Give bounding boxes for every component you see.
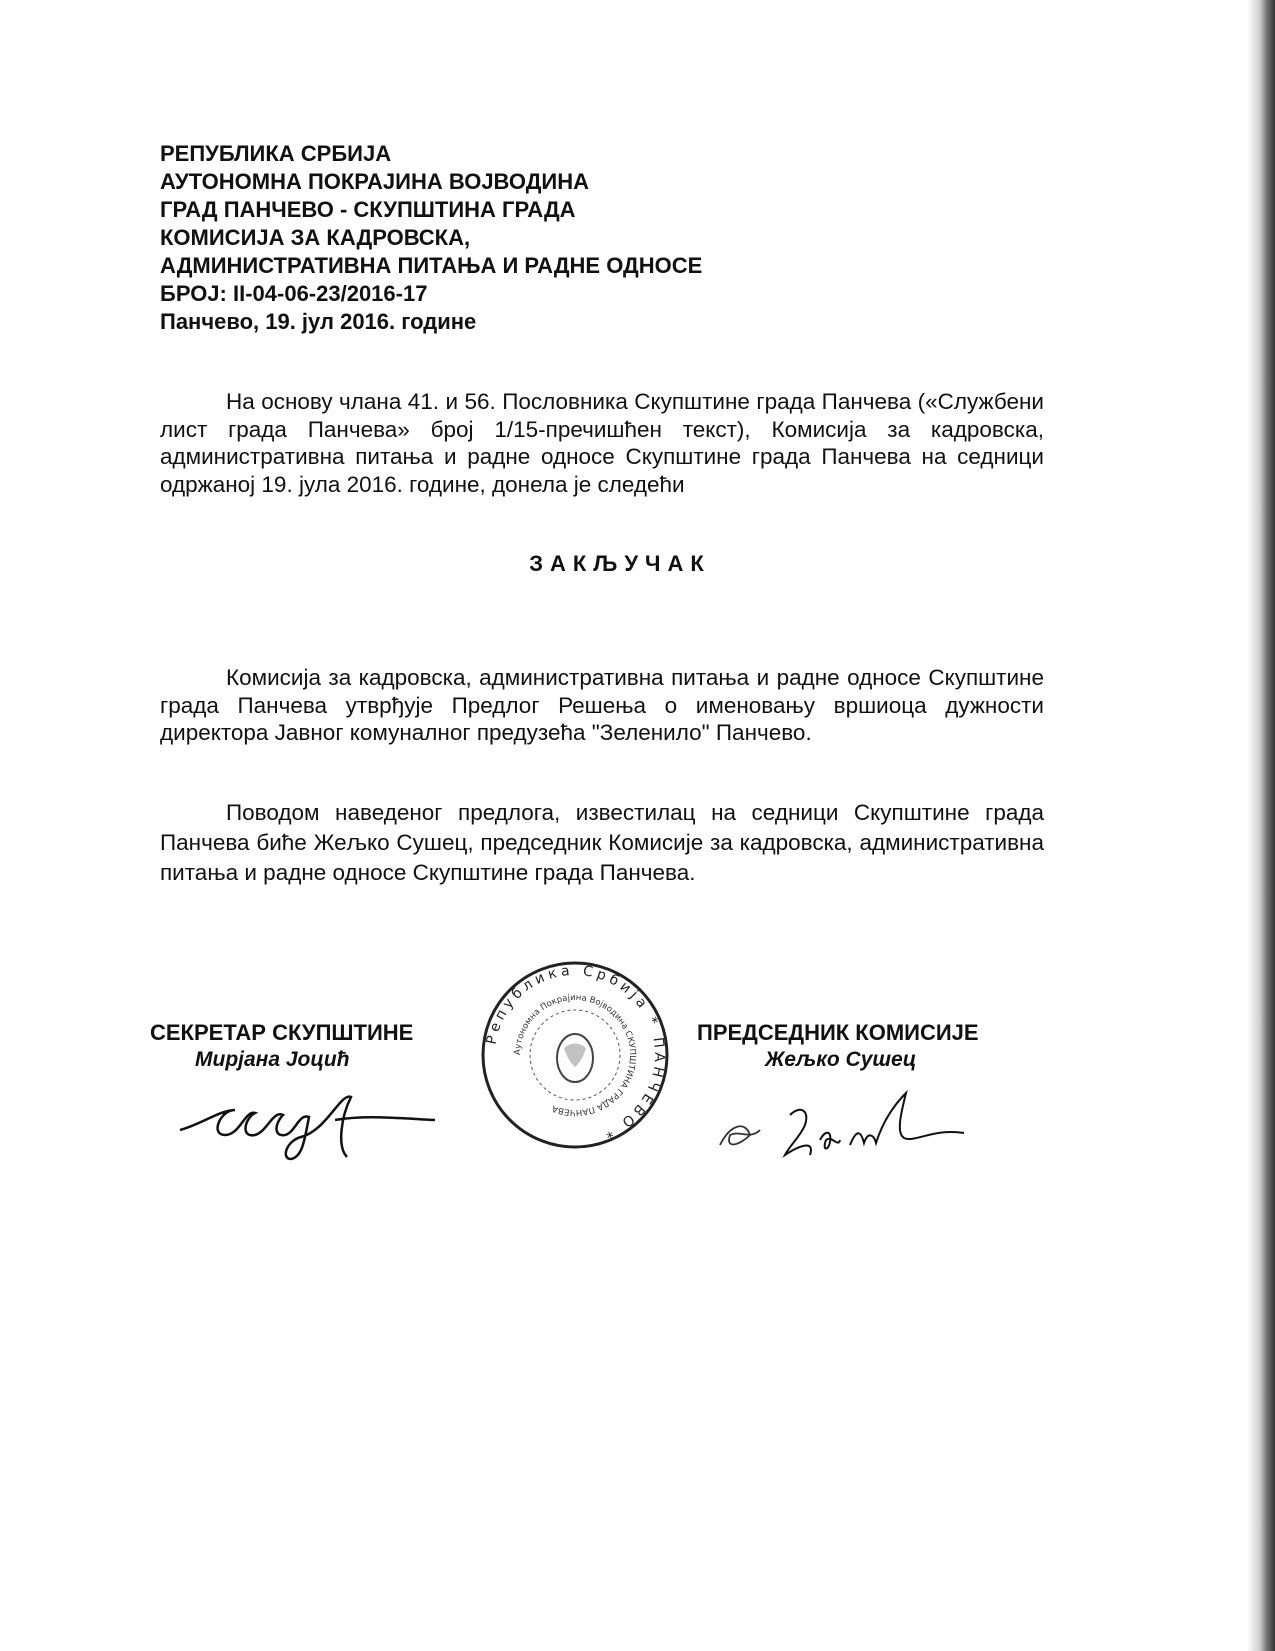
document-date: Панчево, 19. јул 2016. године <box>160 309 477 334</box>
stamp-outer-text: Република Србија * ПАНЧЕВО * <box>483 962 668 1143</box>
header-line: КОМИСИЈА ЗА КАДРОВСКА, <box>160 225 471 250</box>
official-stamp <box>480 960 670 1150</box>
secretary-signature <box>175 1075 445 1165</box>
president-name: Жељко Сушец <box>765 1048 917 1071</box>
header-line: ГРАД ПАНЧЕВО - СКУПШТИНА ГРАДА <box>160 197 576 222</box>
intro-paragraph: На основу члана 41. и 56. Пословника Скупштине града Панчева («Службени лист града Панчева» број 1/15-пречишћен текст), Комисија за кадровска, административна питања и радне односе Скупштине града Панчева на седници одржаној 19. јула 2016. године, донела је следећи <box>160 389 1044 497</box>
scan-edge-shadow <box>1205 0 1275 1651</box>
secretary-role: СЕКРЕТАР СКУПШТИНЕ <box>150 1020 414 1045</box>
header-line: АУТОНОМНА ПОКРАЈИНА ВОЈВОДИНА <box>160 169 589 194</box>
secretary-name: Мирјана Јоцић <box>195 1048 350 1071</box>
president-role: ПРЕДСЕДНИК КОМИСИЈЕ <box>697 1020 979 1045</box>
president-signature <box>780 1085 980 1175</box>
header-line: РЕПУБЛИКА СРБИЈА <box>160 141 392 166</box>
document-title: ЗАКЉУЧАК <box>529 551 711 576</box>
header-line: АДМИНИСТРАТИВНА ПИТАЊА И РАДНЕ ОДНОСЕ <box>160 253 703 278</box>
document-number: БРОЈ: II-04-06-23/2016-17 <box>160 281 428 306</box>
stamp-inner-text: Аутономна Покрајина Војводина СКУПШТИНА ГРАДА ПАНЧЕВА <box>512 992 638 1118</box>
conclusion-paragraph: Комисија за кадровска, административна питања и радне односе Скупштине града Панчева утврђује Предлог Решења о именовању вршиоца дужности директора Јавног комуналног предузећа "Зеленило" Панчево. <box>160 665 1044 745</box>
document-header <box>160 140 702 336</box>
rapporteur-paragraph: Поводом наведеног предлога, известилац на седници Скупштине града Панчева биће Жељко Сушец, председник Комисије за кадровска, административна питања и радне односе Скупштине града Панчева. <box>160 800 1044 885</box>
